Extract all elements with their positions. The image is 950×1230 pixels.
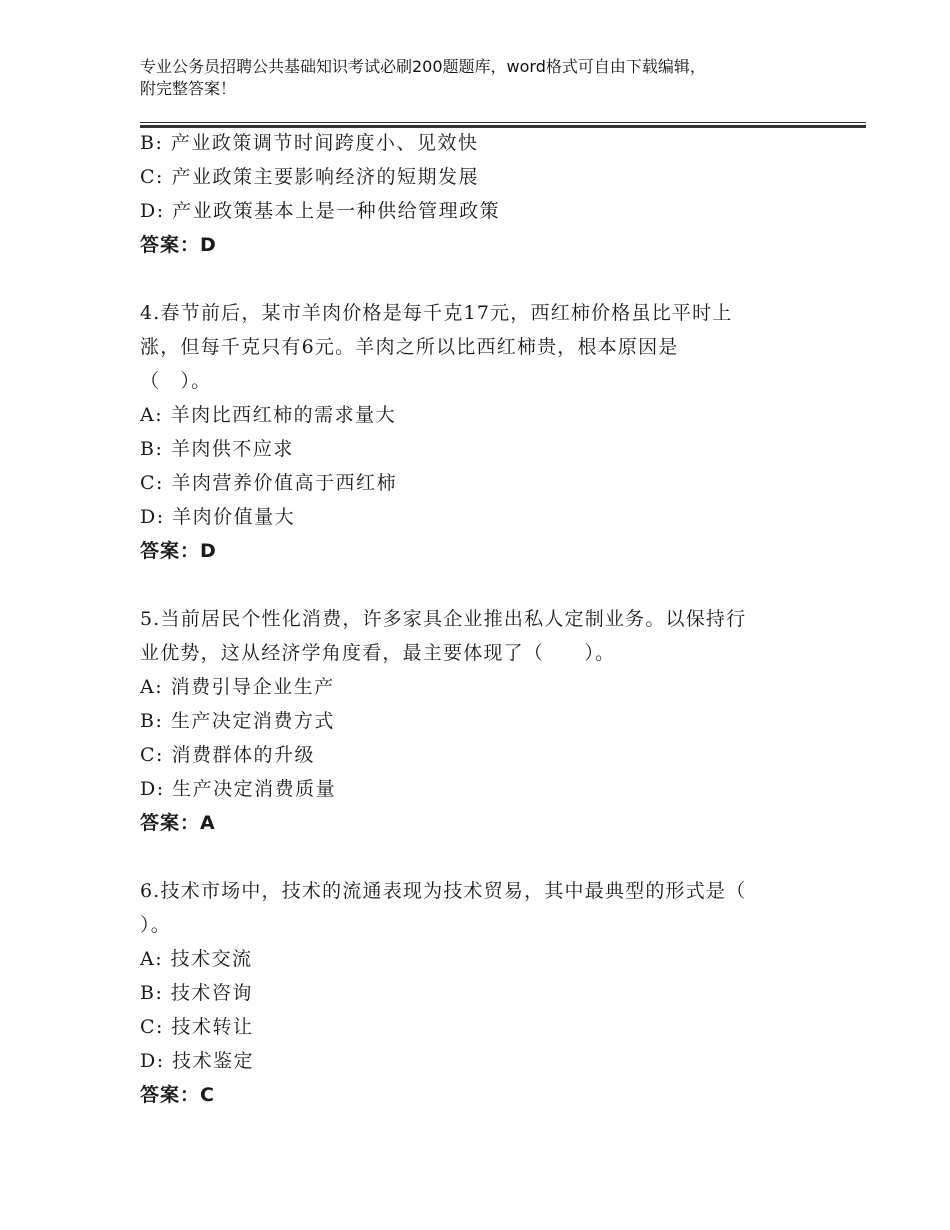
option-c: C: 消费群体的升级 xyxy=(140,744,315,766)
option-d: D: 生产决定消费质量 xyxy=(140,778,337,800)
spacer xyxy=(140,840,840,874)
option-d: D: 技术鉴定 xyxy=(140,1050,255,1072)
question-text-line: 业优势，这从经济学角度看，最主要体现了（ ）。 xyxy=(140,642,616,664)
option-b: B: 羊肉供不应求 xyxy=(140,438,294,460)
answer-label: 答案：C xyxy=(140,1084,215,1106)
header-title-line-2: 附完整答案！ xyxy=(140,79,237,98)
question-text-line: （ ）。 xyxy=(140,370,212,392)
question-content xyxy=(140,126,840,1112)
option-c: C: 产业政策主要影响经济的短期发展 xyxy=(140,166,479,188)
question-text-line: 4.春节前后，某市羊肉价格是每千克17元，西红柿价格虽比平时上 xyxy=(140,302,733,324)
spacer xyxy=(140,568,840,602)
question-text-line: 涨，但每千克只有6元。羊肉之所以比西红柿贵，根本原因是 xyxy=(140,336,679,358)
option-a: A: 羊肉比西红柿的需求量大 xyxy=(140,404,397,426)
option-b: B: 产业政策调节时间跨度小、见效快 xyxy=(140,132,479,154)
answer-label: 答案：D xyxy=(140,540,217,562)
question-6 xyxy=(140,874,840,1112)
option-a: A: 技术交流 xyxy=(140,948,253,970)
question-4 xyxy=(140,296,840,568)
answer-label: 答案：A xyxy=(140,812,216,834)
option-b: B: 技术咨询 xyxy=(140,982,253,1004)
answer-label: 答案：D xyxy=(140,234,217,256)
option-c: C: 羊肉营养价值高于西红柿 xyxy=(140,472,397,494)
question-5 xyxy=(140,602,840,840)
partial-question xyxy=(140,126,840,262)
option-b: B: 生产决定消费方式 xyxy=(140,710,335,732)
spacer xyxy=(140,262,840,296)
option-d: D: 产业政策基本上是一种供给管理政策 xyxy=(140,200,501,222)
option-c: C: 技术转让 xyxy=(140,1016,254,1038)
header-title-line-1: 专业公务员招聘公共基础知识考试必刷200题题库，word格式可自由下载编辑， xyxy=(140,57,706,76)
question-text-line: 5.当前居民个性化消费，许多家具企业推出私人定制业务。以保持行 xyxy=(140,608,747,630)
option-a: A: 消费引导企业生产 xyxy=(140,676,335,698)
option-d: D: 羊肉价值量大 xyxy=(140,506,296,528)
document-header xyxy=(140,56,870,100)
header-divider-thin xyxy=(140,122,866,123)
question-text-line: ）。 xyxy=(140,914,171,936)
question-text-line: 6.技术市场中，技术的流通表现为技术贸易，其中最典型的形式是（ xyxy=(140,880,747,902)
